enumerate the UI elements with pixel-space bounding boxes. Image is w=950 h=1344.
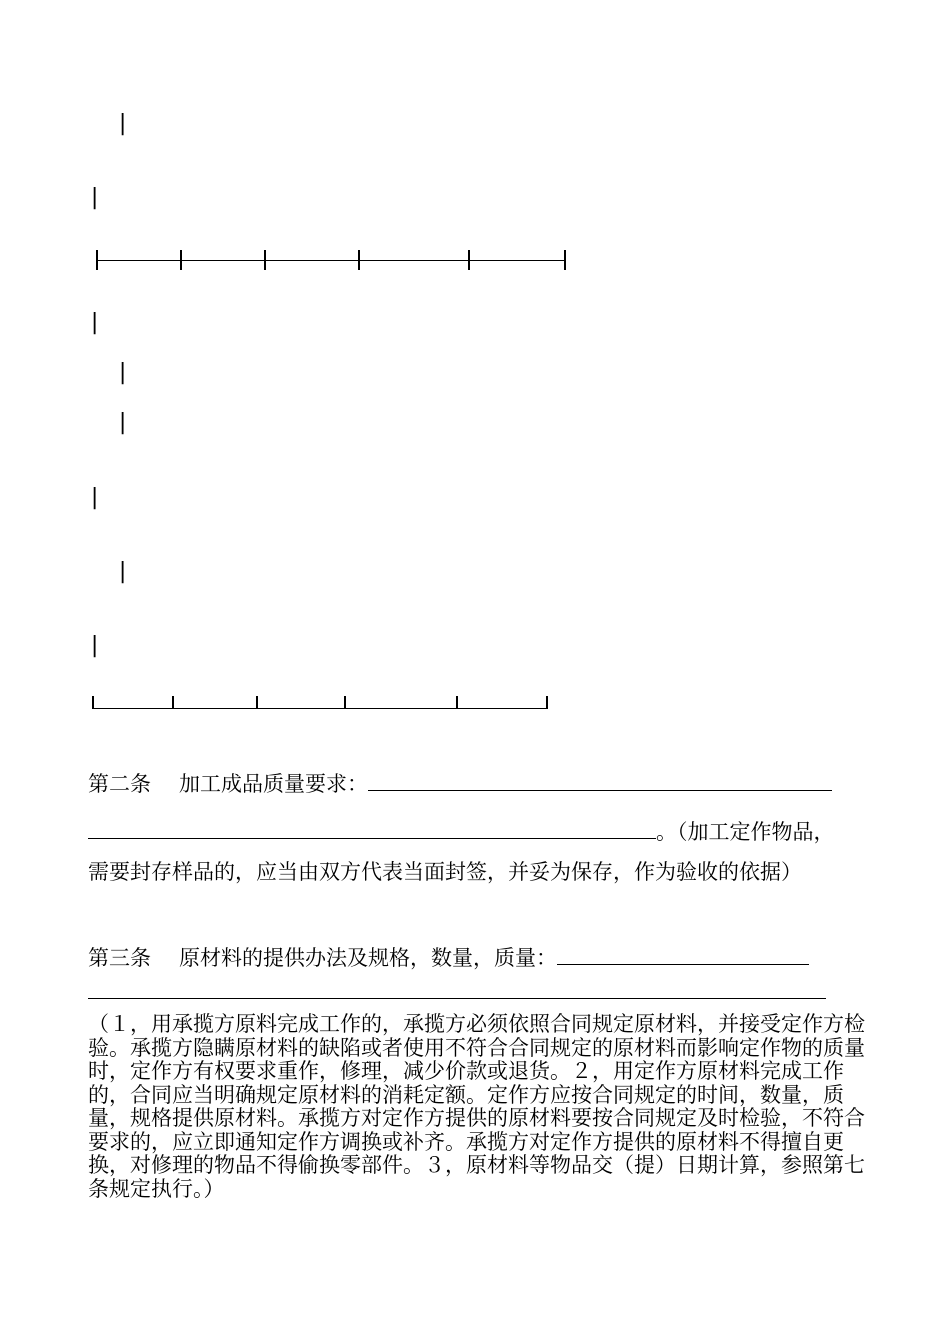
article3-note: （１，用承揽方原料完成工作的，承揽方必须依照合同规定原材料，并接受定作方检验。承揽方隐瞒原材料的缺陷或者使用不符合合同规定的原材料而影响定作物的质量时，定作方有权要求重作，修理，减少价款或退货。２，用定作方原材料完成工作的，合同应当明确规定原材料的消耗定额。定作方应按合同规定的时间，数量，质量，规格提供原材料。承揽方对定作方提供的原材料要按合同规定及时检验，不符合要求的，应立即通知定作方调换或补齐。承揽方对定作方提供的原材料不得擅自更换，对修理的物品不得偷换零部件。３，原材料等物品交（提）日期计算，参照第七条规定执行。） [88, 1012, 865, 1201]
article3-heading: 第三条 [88, 946, 151, 970]
article2-note-part2: 需要封存样品的，应当由双方代表当面封签，并妥为保存，作为验收的依据） [88, 860, 802, 884]
table-rule-top [96, 248, 566, 272]
article2-label: 加工成品质量要求： [179, 772, 368, 796]
article2-line1 [88, 770, 832, 797]
article2-heading: 第二条 [88, 772, 151, 796]
quality-requirement-field-cont[interactable] [88, 818, 656, 839]
article2-period: 。 [656, 820, 677, 844]
table-vbar: | [88, 310, 102, 335]
article3-line2 [88, 978, 826, 1005]
article2-line2 [88, 818, 835, 845]
table-vbar: | [116, 360, 130, 385]
article2-note-part1: （加工定作物品， [677, 820, 835, 844]
table-rule-bottom [92, 694, 548, 718]
materials-field[interactable] [557, 944, 809, 965]
table-vbar: | [116, 559, 130, 584]
table-vbar: | [116, 410, 130, 435]
quality-requirement-field[interactable] [368, 770, 832, 791]
materials-field-cont[interactable] [88, 978, 826, 999]
table-vbar: | [88, 485, 102, 510]
table-vbar: | [88, 185, 102, 210]
article3-line1 [88, 944, 809, 971]
article3-label: 原材料的提供办法及规格，数量，质量： [179, 946, 557, 970]
table-vbar: | [116, 111, 130, 136]
table-vbar: | [88, 633, 102, 658]
